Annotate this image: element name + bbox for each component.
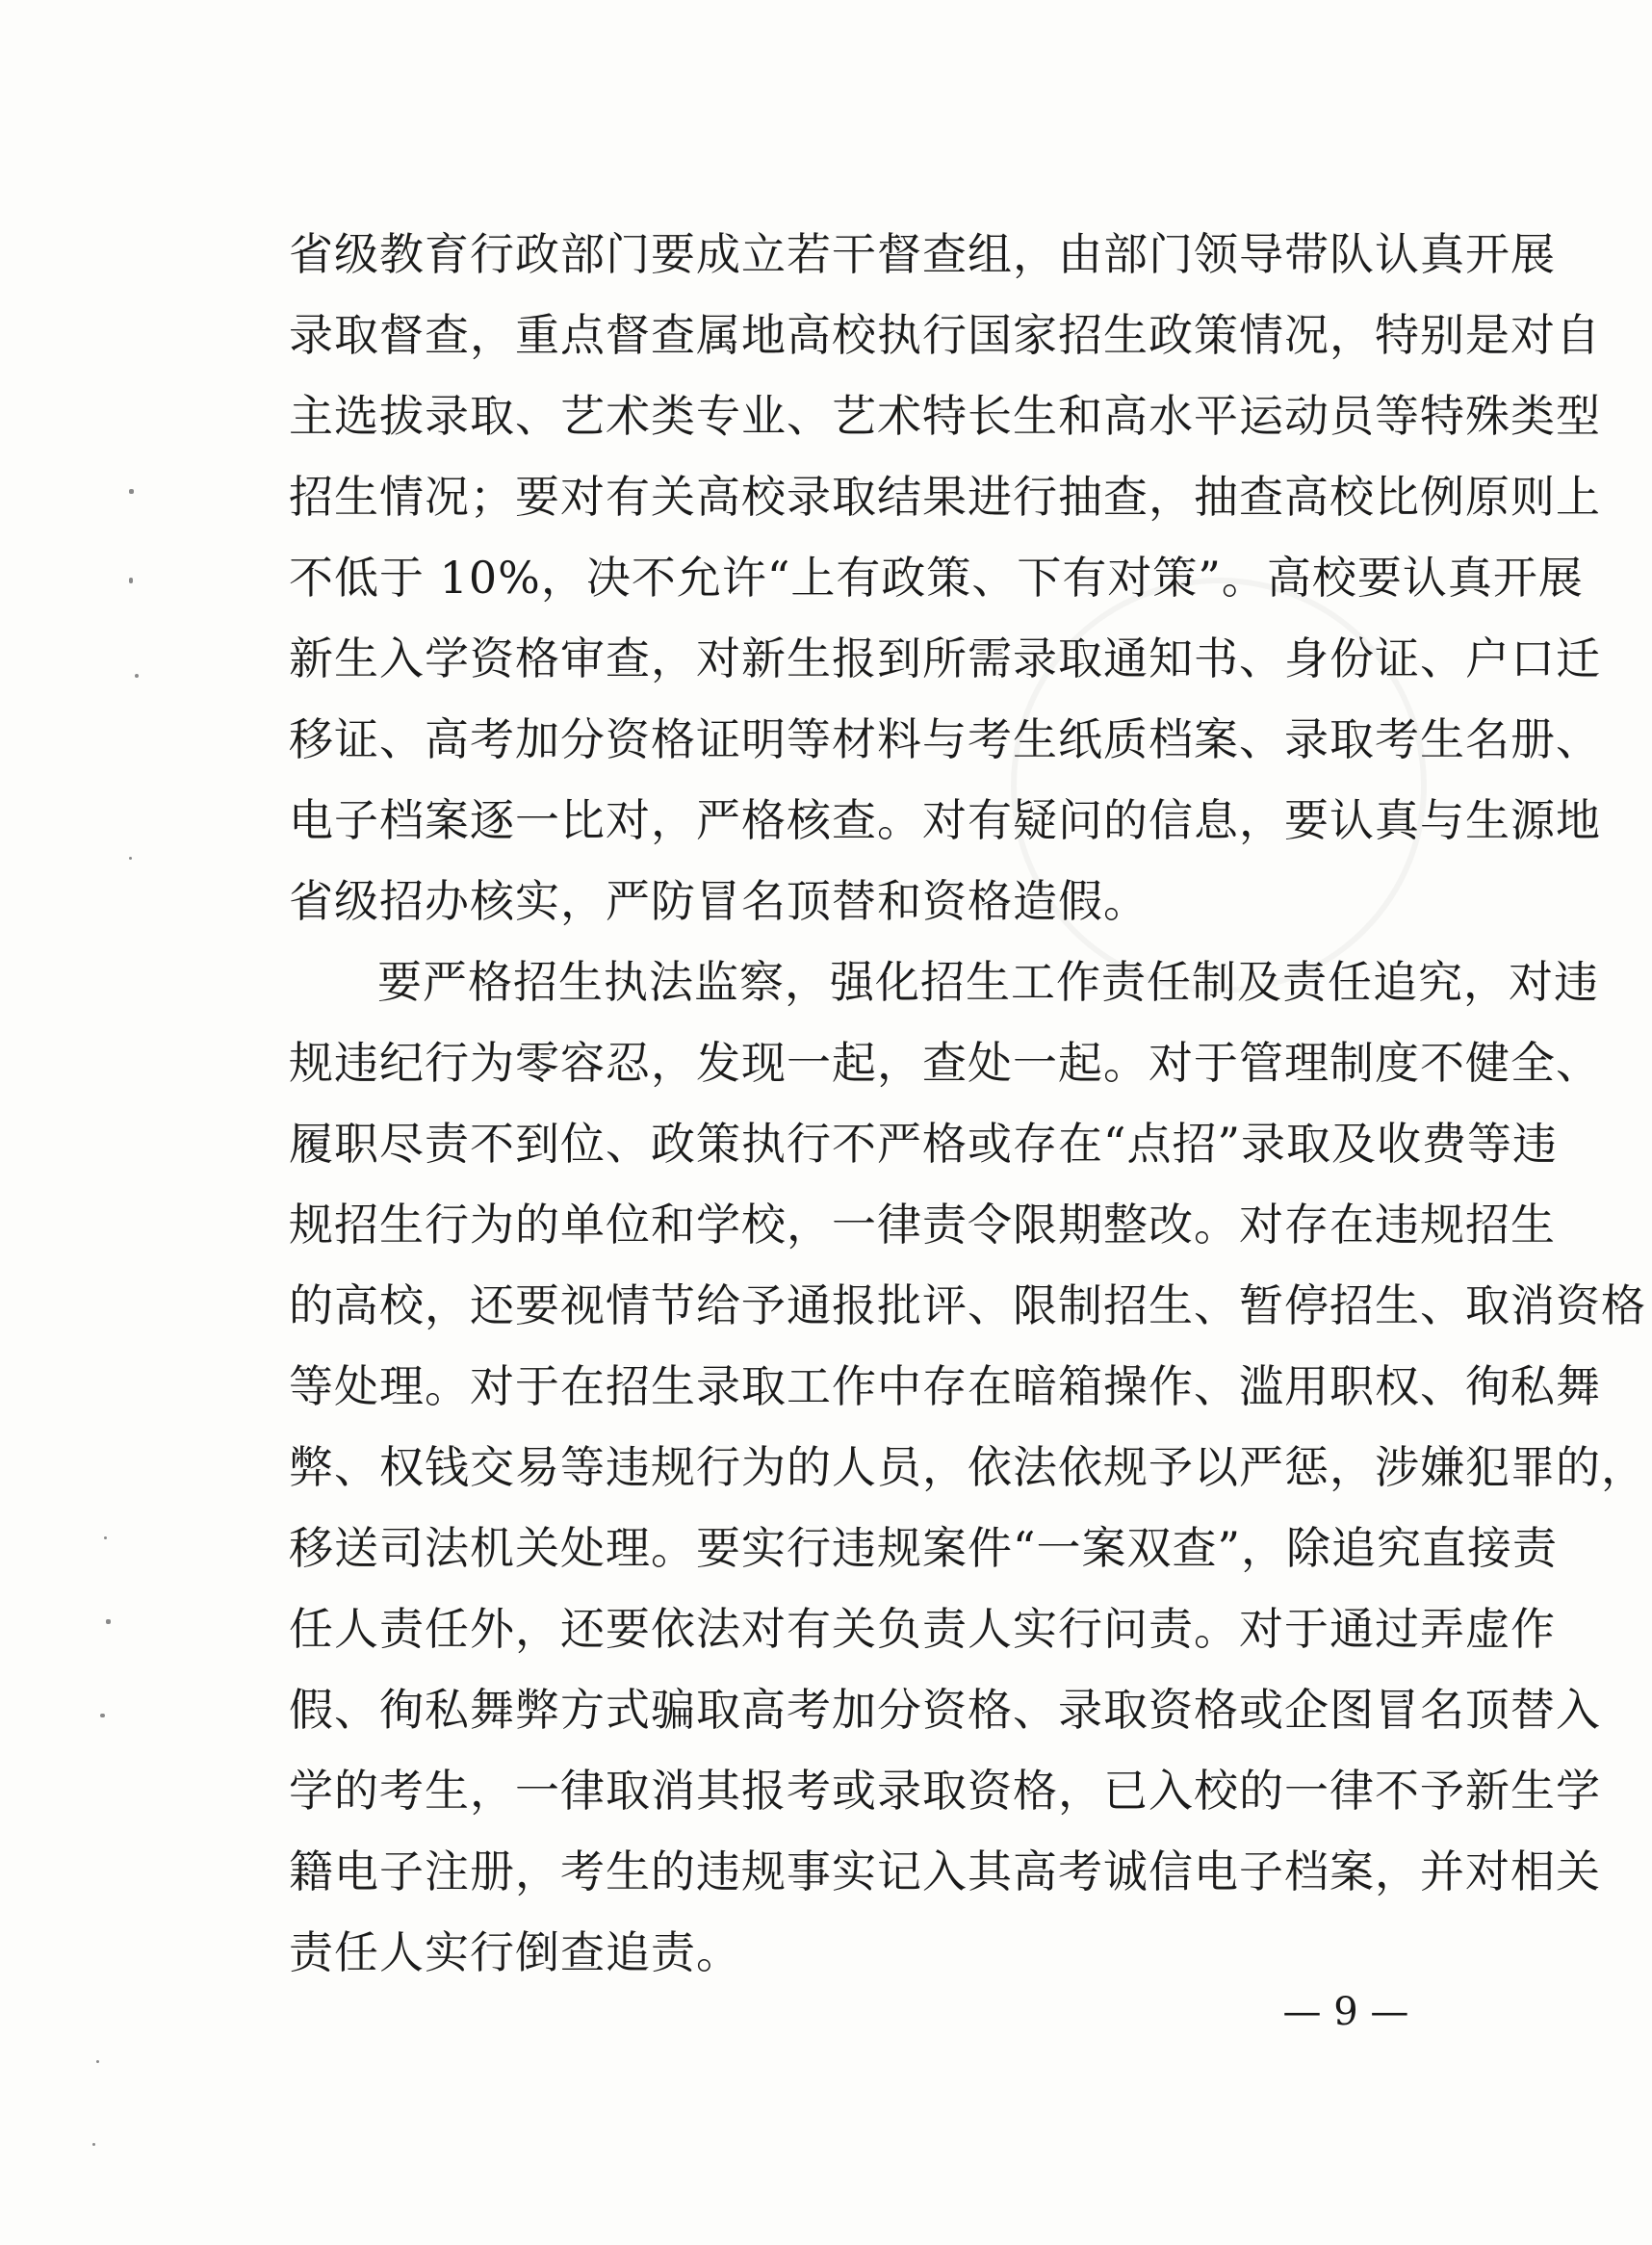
paragraph-2: [289, 942, 1646, 1993]
text-line: 假、徇私舞弊方式骗取高考加分资格、录取资格或企图冒名顶替入: [289, 1684, 1601, 1736]
text-line: 弊、权钱交易等违规行为的人员，依法依规予以严惩，涉嫌犯罪的，: [289, 1441, 1646, 1493]
text-line: 等处理。对于在招生录取工作中存在暗箱操作、滥用职权、徇私舞: [289, 1360, 1601, 1412]
text-line: 新生入学资格审查，对新生报到所需录取通知书、身份证、户口迁: [289, 632, 1601, 684]
text-line: 责任人实行倒查追责。: [289, 1926, 741, 1978]
text-line: 移证、高考加分资格证明等材料与考生纸质档案、录取考生名册、: [289, 713, 1601, 765]
text-line: 规违纪行为零容忍，发现一起，查处一起。对于管理制度不健全、: [289, 1037, 1601, 1089]
page-number: — 9 —: [1282, 1990, 1409, 2034]
text-line: 规招生行为的单位和学校，一律责令限期整改。对存在违规招生: [289, 1199, 1556, 1251]
text-line: 录取督查，重点督查属地高校执行国家招生政策情况，特别是对自: [289, 309, 1601, 361]
text-line: 省级招办核实，严防冒名顶替和资格造假。: [289, 875, 1149, 927]
text-line: 不低于 10%，决不允许“上有政策、下有对策”。高校要认真开展: [289, 552, 1584, 604]
text-line: 任人责任外，还要依法对有关负责人实行问责。对于通过弄虚作: [289, 1603, 1556, 1655]
paragraph-1: [289, 214, 1601, 942]
text-line: 学的考生，一律取消其报考或录取资格，已入校的一律不予新生学: [289, 1765, 1601, 1817]
text-line: 移送司法机关处理。要实行违规案件“一案双查”，除追究直接责: [289, 1522, 1559, 1574]
body-text: [289, 214, 1646, 1993]
text-line: 招生情况；要对有关高校录取结果进行抽查，抽查高校比例原则上: [289, 471, 1601, 523]
text-line: 主选拔录取、艺术类专业、艺术特长生和高水平运动员等特殊类型: [289, 390, 1601, 442]
text-line: 要严格招生执法监察，强化招生工作责任制及责任追究，对违: [377, 956, 1599, 1008]
text-line: 履职尽责不到位、政策执行不严格或存在“点招”录取及收费等违: [289, 1118, 1559, 1170]
text-line: 电子档案逐一比对，严格核查。对有疑问的信息，要认真与生源地: [289, 794, 1601, 846]
text-line: 的高校，还要视情节给予通报批评、限制招生、暂停招生、取消资格: [289, 1279, 1646, 1331]
text-line: 籍电子注册，考生的违规事实记入其高考诚信电子档案，并对相关: [289, 1845, 1601, 1897]
text-line: 省级教育行政部门要成立若干督查组，由部门领导带队认真开展: [289, 228, 1556, 280]
